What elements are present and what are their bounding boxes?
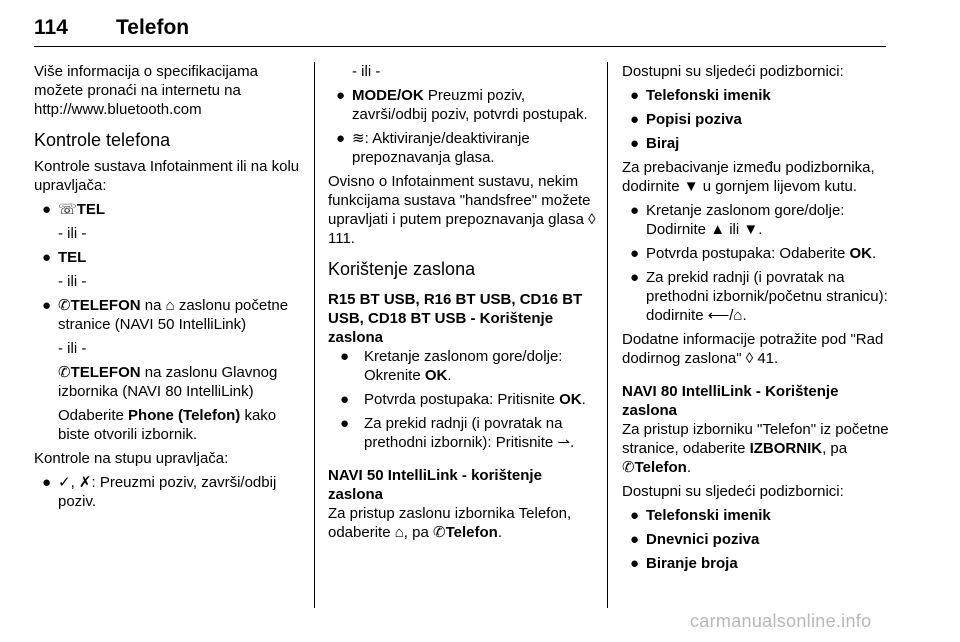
end-call-icon: ✗ xyxy=(78,474,92,491)
submenu-label: Popisi poziva xyxy=(646,111,742,128)
phone-icon: ✆ xyxy=(58,297,71,314)
k1-text: Kretanje zaslonom gore/dolje: Okrenite xyxy=(364,348,563,384)
k3-text: Za prekid radnji (i povratak na prethodni izbornik): Pritisnite xyxy=(364,415,563,451)
b3-text: Za prekid radnji (i povratak na prethodni izbornik/početnu stranicu): dodirnite xyxy=(646,269,888,324)
ref-arrow-icon: ◊ xyxy=(588,211,596,228)
or-text: - ili - xyxy=(58,340,87,357)
navi80-text: Za pristup izborniku "Telefon" iz početne stranice, odaberite IZBORNIK, pa ✆Telefon. xyxy=(622,421,889,476)
or-text: - ili - xyxy=(352,63,381,80)
column-1 xyxy=(34,62,302,516)
bullet-icon: ● xyxy=(340,391,350,408)
ok-label: OK xyxy=(849,245,872,262)
bullet-icon: ● xyxy=(630,507,640,524)
dodatne-ref: 41. xyxy=(757,350,779,367)
home-icon: ⌂ xyxy=(733,307,743,324)
telefon-label: TELEFON xyxy=(70,364,141,381)
tel-label: TEL xyxy=(76,201,106,218)
ovisno-ref: 111. xyxy=(328,230,355,247)
home-icon: ⌂ xyxy=(394,524,404,541)
list-item xyxy=(622,201,890,239)
list-item xyxy=(622,134,890,153)
ok-label: OK xyxy=(559,391,582,408)
preuzmi-text: : Preuzmi poziv, završi/odbij poziv. xyxy=(58,474,277,510)
submenu-label: Telefonski imenik xyxy=(646,507,771,524)
back-icon: ⇀ xyxy=(557,434,571,451)
column-3 xyxy=(622,62,890,578)
intro-text: Više informacija o specifikacijama možete pronaći na internetu na http://www.bluetooth.com xyxy=(34,63,258,118)
list-item xyxy=(34,296,302,334)
submenu-label: Dnevnici poziva xyxy=(646,531,760,548)
phone-label: Phone (Telefon) xyxy=(128,407,241,424)
or-text: - ili - xyxy=(58,225,87,242)
navi80-body: Za pristup izborniku "Telefon" iz početne stranice, odaberite xyxy=(622,421,889,457)
telefon-glavni-text xyxy=(34,363,302,401)
bullet-icon: ● xyxy=(630,531,640,548)
list-item xyxy=(622,110,890,129)
bullet-icon: ● xyxy=(630,245,640,262)
glavnog-text: na zaslonu Glavnog izbornika (NAVI 80 IntelliLink) xyxy=(58,364,278,400)
bullet-icon: ● xyxy=(630,269,640,286)
bullet-icon: ● xyxy=(340,348,350,365)
odaberite-word: Odaberite xyxy=(58,407,124,424)
phone-icon: ✆ xyxy=(622,459,635,476)
bullet-icon: ● xyxy=(630,202,640,219)
kontrole-text: Kontrole sustava Infotainment ili na kolu upravljača: xyxy=(34,158,300,194)
telefon-label: TELEFON xyxy=(70,297,141,314)
list-item xyxy=(34,248,302,267)
answer-call-icon: ✓ xyxy=(58,474,71,491)
submenu-label: Biranje broja xyxy=(646,555,738,572)
bullet-icon: ● xyxy=(630,111,640,128)
b1-text: Kretanje zaslonom gore/dolje: Dodirnite ▲ ili ▼. xyxy=(646,202,845,238)
dostupni-text: Dostupni su sljedeći podizbornici: xyxy=(622,63,844,80)
k2-text: Potvrda postupaka: Pritisnite xyxy=(364,391,555,408)
odaberite-text xyxy=(34,406,302,444)
list-item: ● Za prekid radnji (i povratak na prethodni izbornik): Pritisnite ⇀. xyxy=(340,415,575,451)
list-item: ● ✓, ✗: Preuzmi poziv, završi/odbij poziv. xyxy=(42,474,277,510)
subheading-navi50: NAVI 50 IntelliLink - korištenje zaslona xyxy=(328,467,542,503)
list-item xyxy=(622,86,890,105)
dostupni-text: Dostupni su sljedeći podizbornici: xyxy=(622,483,844,500)
na-text: na xyxy=(144,297,162,314)
section-heading-kontrole: Kontrole telefona xyxy=(34,130,171,150)
bullet-icon: ● xyxy=(42,474,52,491)
list-item xyxy=(622,530,890,549)
list-item: ● Za prekid radnji (i povratak na prethodni izbornik/početnu stranicu): dodirnite ⟵/⌂. xyxy=(630,269,888,324)
subheading-navi80: NAVI 80 IntelliLink - Korištenje zaslona xyxy=(622,383,839,419)
voice-text: : Aktiviranje/deaktiviranje prepoznavanja glasa. xyxy=(352,130,530,166)
zaslonu-text: zaslonu početne stranice (NAVI 50 IntelliLink) xyxy=(58,297,289,333)
column-2 xyxy=(328,62,596,547)
list-item xyxy=(328,129,596,167)
watermark: carmanualsonline.info xyxy=(690,611,872,631)
subheading-r15: R15 BT USB, R16 BT USB, CD16 BT USB, CD18 BT USB - Korištenje zaslona xyxy=(328,291,583,346)
b2-text: Potvrda postupaka: Odaberite xyxy=(646,245,846,262)
or-text: - ili - xyxy=(58,273,87,290)
bullet-icon: ● xyxy=(42,297,52,314)
submenu-label: Biraj xyxy=(646,135,680,152)
page-number: 114 xyxy=(34,16,68,39)
section-heading-koristenje: Korištenje zaslona xyxy=(328,259,476,279)
telefon-label: Telefon xyxy=(445,524,498,541)
phone-icon: ✆ xyxy=(58,364,71,381)
telefon-label: Telefon xyxy=(634,459,687,476)
pa-text: , pa xyxy=(403,524,429,541)
bullet-icon: ● xyxy=(42,249,52,266)
list-item: ● Potvrda postupaka: Odaberite OK. xyxy=(630,245,877,262)
bullet-icon: ● xyxy=(42,201,52,218)
back-icon: ⟵ xyxy=(707,307,730,324)
tel-label: TEL xyxy=(58,249,87,266)
list-item xyxy=(34,200,302,219)
dodatne-body: Dodatne informacije potražite pod "Rad dodirnog zaslona" xyxy=(622,331,884,367)
pa-text: , pa xyxy=(822,440,848,457)
bullet-icon: ● xyxy=(630,87,640,104)
bullet-icon: ● xyxy=(630,135,640,152)
phone-icon: ✆ xyxy=(433,524,446,541)
ovisno-body: Ovisno o Infotainment sustavu, nekim funkcijama sustava "handsfree" možete upravljati i putem prepoznavanja glasa xyxy=(328,173,591,228)
voice-recognition-icon: ≋ xyxy=(352,130,365,147)
list-item: ● Kretanje zaslonom gore/dolje: Okrenite OK. xyxy=(340,348,563,384)
list-item xyxy=(622,554,890,573)
dodatne-text xyxy=(622,330,890,368)
list-item: ● Potvrda postupaka: Pritisnite OK. xyxy=(340,391,586,408)
bullet-icon: ● xyxy=(336,87,346,104)
izbornik-label: IZBORNIK xyxy=(749,440,823,457)
column-divider xyxy=(607,62,608,608)
ref-arrow-icon: ◊ xyxy=(745,350,754,367)
list-item xyxy=(622,506,890,525)
stupu-text: Kontrole na stupu upravljača: xyxy=(34,450,229,467)
navi50-text: Za pristup zaslonu izbornika Telefon, odaberite ⌂, pa ✆Telefon. xyxy=(328,505,572,541)
bullet-icon: ● xyxy=(340,415,350,432)
column-divider xyxy=(314,62,315,608)
ok-label: OK xyxy=(424,367,448,384)
mode-ok-text: Preuzmi poziv, završi/odbij poziv, potvrdi postupak. xyxy=(352,87,588,123)
kako-text: kako biste otvorili izbornik. xyxy=(58,407,277,443)
home-icon: ⌂ xyxy=(165,297,175,314)
submenu-label: Telefonski imenik xyxy=(646,87,771,104)
ovisno-text xyxy=(328,172,596,248)
bullet-icon: ● xyxy=(630,555,640,572)
page-title: Telefon xyxy=(116,16,190,39)
phone-keypad-icon: ☏ xyxy=(58,201,77,218)
page-header xyxy=(34,10,886,47)
bullet-icon: ● xyxy=(336,130,346,147)
list-item xyxy=(328,86,596,124)
navi50-body: Za pristup zaslonu izbornika Telefon, odaberite xyxy=(328,505,572,541)
prebacivanje-text: Za prebacivanje između podizbornika, dodirnite ▼ u gornjem lijevom kutu. xyxy=(622,159,875,195)
mode-ok-label: MODE/OK xyxy=(352,87,424,104)
